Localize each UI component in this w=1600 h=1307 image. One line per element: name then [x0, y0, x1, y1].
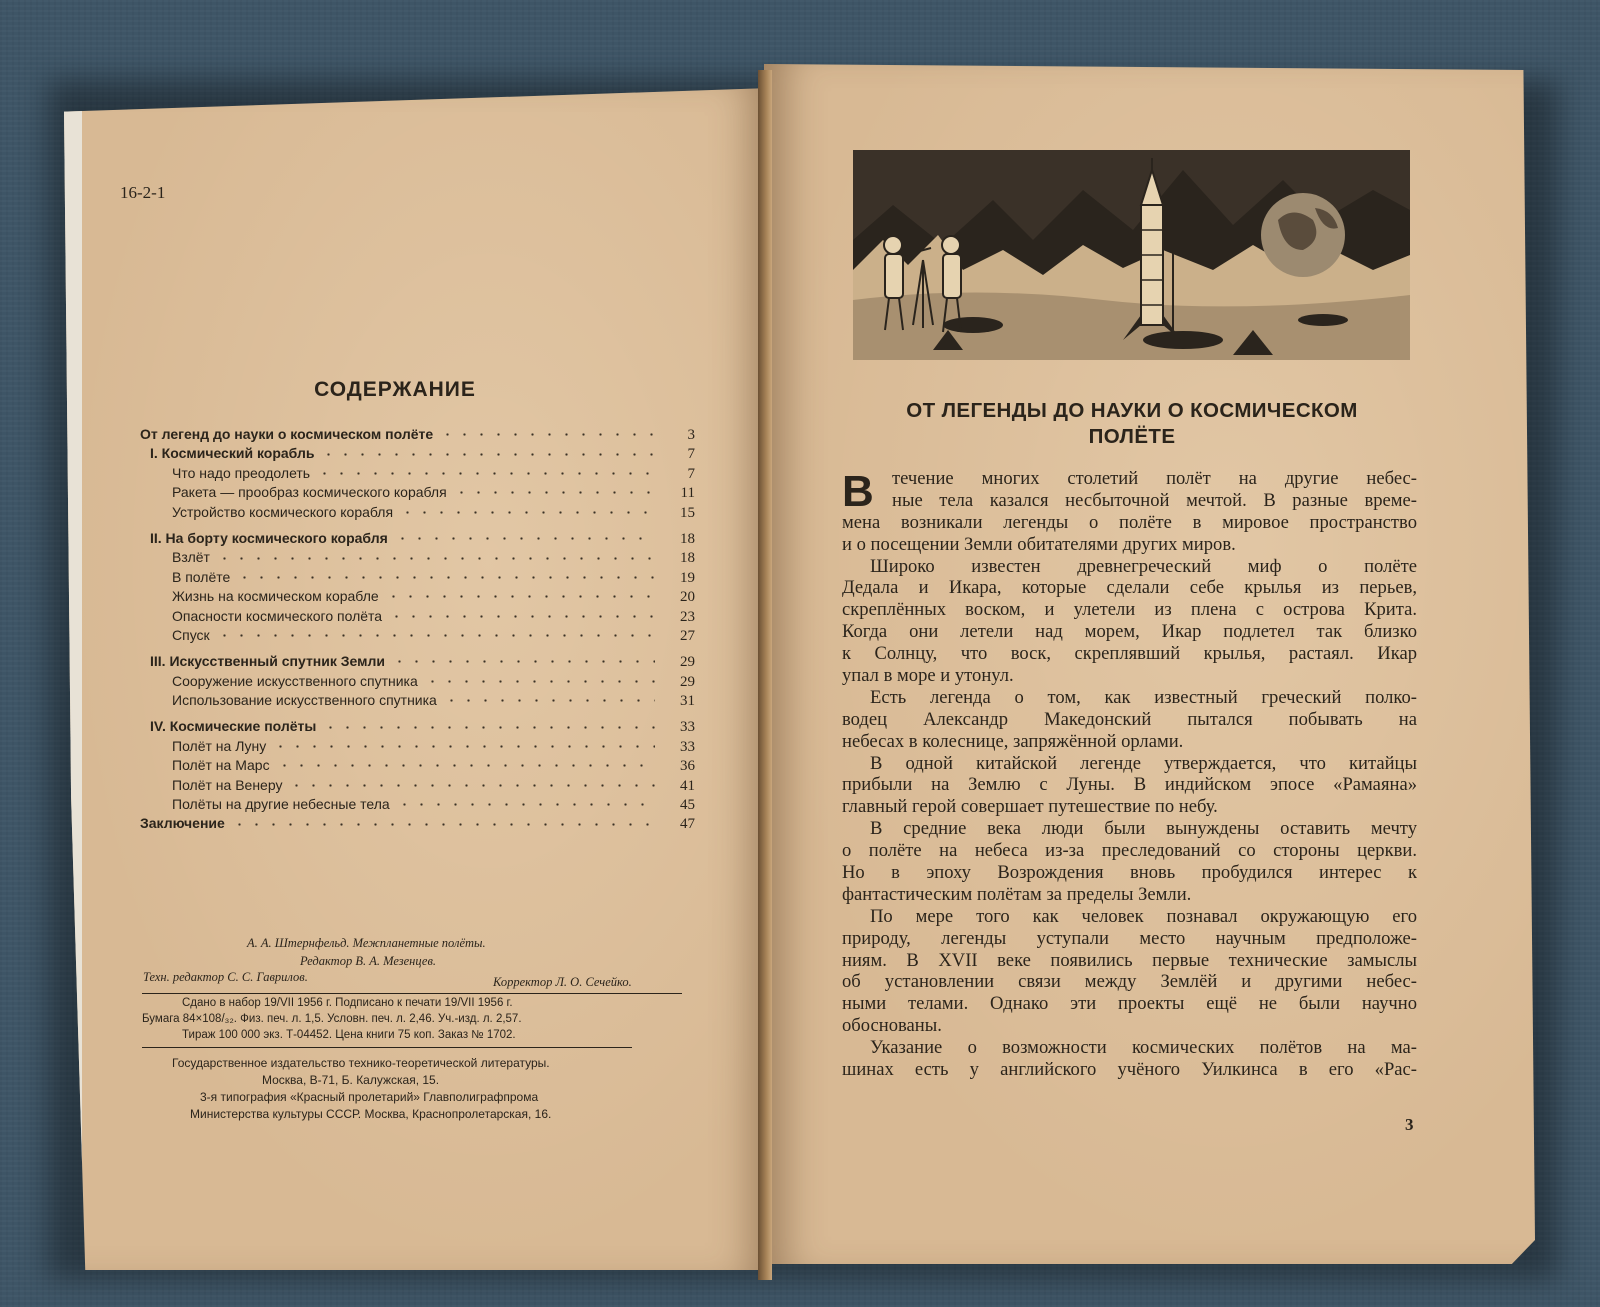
toc-entry: [140, 652, 695, 671]
body-text-line: Есть легенда о том, как известный греческий полко-: [870, 686, 1417, 708]
toc-entry-page: 45: [680, 797, 695, 814]
toc-entry-title: IV. Космические полёты: [150, 718, 317, 735]
toc-leader-dots: [424, 680, 655, 683]
toc-leader-dots: [453, 491, 655, 494]
toc-entry: [140, 756, 695, 775]
chapter-body-text: [842, 468, 1417, 1081]
toc-entry-page: 3: [687, 427, 695, 443]
toc-leader-dots: [388, 615, 655, 618]
toc-entry: [140, 776, 695, 795]
toc-leader-dots: [316, 472, 655, 475]
toc-leader-dots: [394, 537, 655, 540]
toc-leader-dots: [443, 699, 655, 702]
toc-heading: СОДЕРЖАНИЕ: [314, 378, 476, 401]
body-text-line: ными телами. Однако эти проекты ещё не были научно: [842, 993, 1417, 1015]
toc-entry-page: 23: [680, 608, 695, 625]
imprint-rule-bottom: [142, 1047, 632, 1048]
toc-entry-page: 7: [687, 465, 695, 482]
body-text-line: и о посещении Земли обитателями других миров.: [842, 533, 1236, 555]
body-text-line: прибыли на Землю с Луны. В индийском эпосе «Рамаяна»: [842, 774, 1417, 796]
body-text-line: обоснованы.: [842, 1015, 942, 1037]
toc-leader-dots: [216, 557, 655, 560]
toc-entry-title: Жизнь на космическом корабле: [172, 588, 379, 605]
toc-entry-page: 33: [680, 738, 695, 755]
toc-leader-dots: [288, 784, 655, 787]
toc-leader-dots: [439, 433, 655, 436]
imprint-line-2: Бумага 84×108/₃₂. Физ. печ. л. 1,5. Условн. печ. л. 2,46. Уч.-изд. л. 2,57.: [142, 1013, 522, 1025]
toc-leader-dots: [272, 745, 655, 748]
toc-entry: [140, 548, 695, 567]
toc-entry-page: 20: [680, 589, 695, 606]
toc-leader-dots: [236, 576, 655, 579]
publisher-line-1: Государственное издательство технико-теоретической литературы.: [172, 1056, 550, 1070]
body-text-line: В средние века люди были вынуждены оставить мечту: [870, 818, 1417, 840]
imprint-tech-editor: Техн. редактор С. С. Гаврилов.: [143, 970, 308, 984]
toc-entry-page: 7: [687, 446, 695, 463]
publisher-line-2: Москва, В-71, Б. Калужская, 15.: [262, 1073, 440, 1087]
toc-entry: [140, 607, 695, 626]
toc-entry: [140, 464, 695, 483]
toc-entry-page: 29: [680, 673, 695, 690]
imprint-rule-top: [142, 993, 682, 994]
toc-leader-dots: [320, 453, 655, 456]
publisher-line-3: 3-я типография «Красный пролетарий» Главполиграфпрома: [200, 1090, 539, 1104]
chapter-title-line-1: ОТ ЛЕГЕНДЫ ДО НАУКИ О КОСМИЧЕСКОМ: [906, 399, 1358, 422]
toc-entry: [140, 587, 695, 606]
toc-entry-page: 27: [680, 627, 695, 644]
body-text-line: ные тела казался несбыточной мечтой. В разные време-: [892, 489, 1417, 511]
toc-entry-page: 19: [680, 569, 695, 586]
toc-entry: [140, 503, 695, 522]
toc-entry-title: Устройство космического корабля: [172, 503, 394, 520]
toc-entry: [140, 814, 695, 833]
lunar-landscape-rocket-illustration: [853, 150, 1410, 360]
toc-entry-title: От легенд до науки о космическом полёте: [140, 426, 434, 442]
toc-leader-dots: [385, 595, 655, 598]
body-text-line: главный герой совершает путешествие по небу.: [842, 796, 1218, 818]
body-text-line: Когда они летели над морем, Икар подлетел так близко: [842, 621, 1417, 643]
toc-entry: [140, 444, 695, 463]
toc-entry-page: 41: [680, 777, 695, 794]
body-text-line: об установлении связи между Землёй и другими небес-: [842, 971, 1417, 993]
body-text-line: к Солнцу, что воск, скреплявший крылья, растаял. Икар: [842, 643, 1417, 665]
toc-leader-dots: [276, 764, 655, 767]
toc-leader-dots: [231, 823, 655, 826]
publisher-line-4: Министерства культуры СССР. Москва, Краснопролетарская, 16.: [190, 1107, 552, 1121]
toc-entry-page: 47: [680, 816, 695, 833]
body-text-line: мена возникали легенды о полёте в мировое пространство: [842, 511, 1417, 533]
body-text-line: течение многих столетий полёт на другие небес-: [892, 468, 1417, 489]
body-text-line: природу, легенды уступали место научным предположе-: [842, 927, 1417, 949]
toc-entry-title: III. Искусственный спутник Земли: [150, 653, 385, 670]
toc-entry: [140, 691, 695, 710]
toc-entry-page: 11: [680, 485, 695, 502]
body-text-line: Дедала и Икара, которые сделали себе крылья из перьев,: [842, 577, 1417, 599]
toc-entry-title: Спуск: [172, 626, 210, 643]
body-text-line: По мере того как человек познавал окружающую его: [870, 905, 1417, 927]
imprint-corrector: Корректор Л. О. Сечейко.: [493, 975, 632, 989]
chapter-title: [842, 398, 1422, 450]
toc-entry-page: 18: [680, 550, 695, 567]
toc-entry: [140, 717, 695, 736]
body-text-line: фантастическим полётам за пределы Земли.: [842, 883, 1192, 905]
toc-entry-title: Взлёт: [172, 549, 210, 566]
toc-entry-page: 29: [680, 654, 695, 671]
toc-entry: [140, 425, 695, 444]
toc-entry-title: Использование искусственного спутника: [172, 692, 437, 709]
toc-entry-title: Опасности космического полёта: [172, 607, 383, 624]
table-of-contents: [140, 425, 695, 834]
body-text-line: шинах есть у английского учёного Уилкинса в его «Рас-: [842, 1059, 1417, 1081]
toc-entry-page: 18: [680, 530, 695, 547]
body-text-line: небесах в колеснице, запряжённой орлами.: [842, 730, 1184, 752]
body-text-line: упал в море и утонул.: [842, 665, 1014, 687]
chapter-title-line-2: ПОЛЁТЕ: [1088, 425, 1176, 448]
body-text-line: о полёте на небеса из-за преследований со стороны церкви.: [842, 840, 1417, 862]
imprint-editor: Редактор В. А. Мезенцев.: [300, 954, 437, 968]
toc-entry-title: II. На борту космического корабля: [150, 529, 388, 546]
toc-leader-dots: [322, 726, 655, 729]
toc-entry: [140, 626, 695, 645]
toc-entry-title: I. Космический корабль: [150, 445, 315, 462]
body-text-line: ниям. В XVII веке появились первые технические замыслы: [842, 949, 1417, 971]
toc-leader-dots: [399, 511, 655, 514]
toc-entry-title: Сооружение искусственного спутника: [172, 672, 418, 689]
toc-leader-dots: [216, 634, 655, 637]
toc-entry-page: 15: [680, 504, 695, 521]
page-number: 3: [1405, 1115, 1414, 1134]
toc-entry-title: Что надо преодолеть: [172, 464, 311, 481]
book-gutter: [758, 70, 772, 1280]
body-text-line: водец Александр Македонский пытался побывать на: [842, 708, 1417, 730]
drop-cap: В: [842, 467, 874, 516]
toc-entry-title: Ракета — прообраз космического корабля: [172, 484, 447, 501]
toc-entry-page: 36: [680, 758, 695, 775]
toc-entry: [140, 483, 695, 502]
toc-entry-title: Полёт на Луну: [172, 737, 267, 754]
body-text-line: Но в эпоху Возрождения вновь пробудился интерес к: [842, 862, 1417, 884]
toc-leader-dots: [396, 803, 655, 806]
body-text-line: скреплённых воском, и улетели из плена с острова Крита.: [842, 599, 1417, 621]
toc-entry-title: Полёт на Венеру: [172, 776, 283, 793]
body-text-line: Указание о возможности космических полётов на ма-: [870, 1037, 1417, 1059]
toc-entry: [140, 529, 695, 548]
signature-mark: 16-2-1: [120, 183, 166, 202]
body-text-line: В одной китайской легенде утверждается, что китайцы: [870, 752, 1417, 774]
toc-entry-title: Заключение: [140, 815, 225, 832]
toc-entry-title: Полёт на Марс: [172, 757, 270, 774]
toc-entry-page: 31: [680, 693, 695, 710]
toc-entry-title: В полёте: [172, 568, 231, 585]
toc-leader-dots: [391, 660, 655, 663]
toc-entry-title: Полёты на другие небесные тела: [172, 796, 390, 813]
imprint-line-1: Сдано в набор 19/VII 1956 г. Подписано к печати 19/VII 1956 г.: [182, 997, 513, 1009]
body-text-line: Широко известен древнегреческий миф о полёте: [870, 555, 1417, 577]
toc-entry: [140, 795, 695, 814]
toc-entry: [140, 737, 695, 756]
imprint-line-3: Тираж 100 000 экз. Т-04452. Цена книги 75 коп. Заказ № 1702.: [182, 1029, 516, 1041]
toc-entry: [140, 672, 695, 691]
imprint-author-title: А. А. Штернфельд. Межпланетные полёты.: [247, 936, 486, 950]
toc-entry: [140, 568, 695, 587]
toc-entry-page: 33: [680, 719, 695, 736]
